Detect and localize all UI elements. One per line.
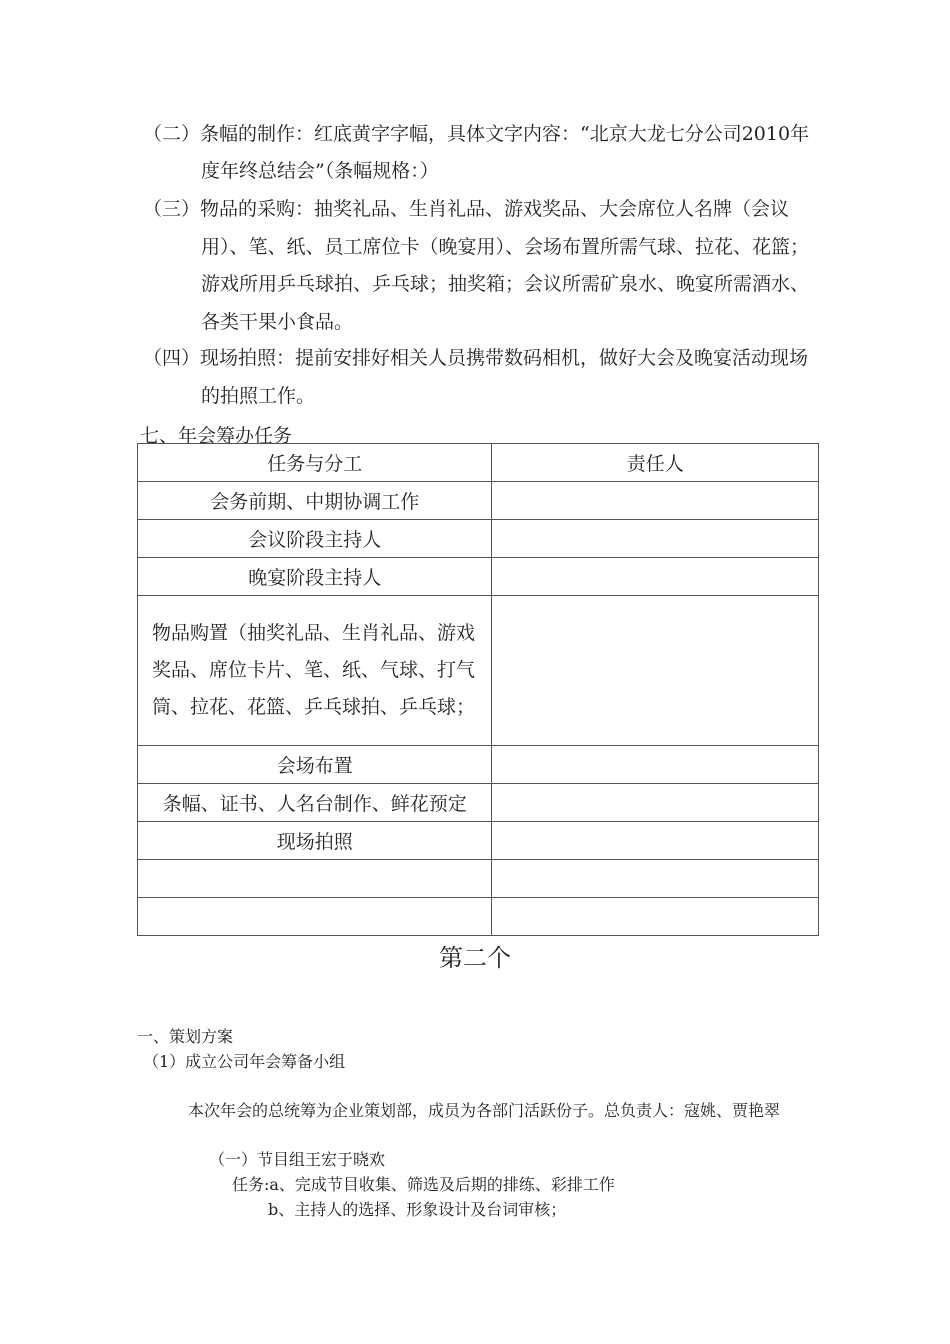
purchase-item-line-1: （三）物品的采购：抽奖礼品、生肖礼品、游戏奖品、大会席位人名牌（会议	[143, 198, 790, 220]
task-cell	[138, 898, 492, 936]
task-cell: 晚宴阶段主持人	[138, 558, 492, 596]
owner-cell	[492, 520, 819, 558]
table-row	[138, 898, 819, 936]
task-cell: 会场布置	[138, 746, 492, 784]
owner-cell	[492, 482, 819, 520]
header-task: 任务与分工	[138, 444, 492, 482]
part-two-title: 第二个	[439, 944, 511, 972]
table-row	[138, 596, 819, 746]
photo-item-line-2: 的拍照工作。	[201, 385, 316, 407]
program-group-title: （一）节目组王宏于晓欢	[209, 1150, 386, 1169]
owner-cell	[492, 596, 819, 746]
owner-cell	[492, 822, 819, 860]
task-cell	[138, 860, 492, 898]
committee-heading: （1）成立公司年会筹备小组	[143, 1052, 346, 1071]
photo-item-line-1: （四）现场拍照：提前安排好相关人员携带数码相机，做好大会及晚宴活动现场	[143, 347, 809, 369]
table-row	[138, 520, 819, 558]
purchase-item-line-3: 游戏所用乒乓球拍、乒乓球；抽奖箱；会议所需矿泉水、晚宴所需酒水、	[201, 273, 810, 295]
plan-heading: 一、策划方案	[137, 1027, 234, 1046]
table-row	[138, 822, 819, 860]
owner-cell	[492, 746, 819, 784]
task-cell: 会议阶段主持人	[138, 520, 492, 558]
owner-cell	[492, 860, 819, 898]
table-row	[138, 558, 819, 596]
task-table	[137, 443, 819, 936]
program-task-a: 任务:a、完成节目收集、筛选及后期的排练、彩排工作	[232, 1175, 615, 1194]
task-cell: 条幅、证书、人名台制作、鲜花预定	[138, 784, 492, 822]
owner-cell	[492, 898, 819, 936]
owner-cell	[492, 784, 819, 822]
banner-item-line-1: （二）条幅的制作：红底黄字字幅，具体文字内容：“北京大龙七分公司2010年	[143, 123, 810, 145]
program-task-b: b、主持人的选择、形象设计及台词审核；	[268, 1200, 567, 1219]
header-owner: 责任人	[492, 444, 819, 482]
task-cell: 物品购置（抽奖礼品、生肖礼品、游戏奖品、席位卡片、笔、纸、气球、打气筒、拉花、花篮、乒乓球拍、乒乓球；	[138, 596, 492, 746]
table-row	[138, 746, 819, 784]
table-row	[138, 784, 819, 822]
purchase-item-line-2: 用）、笔、纸、员工席位卡（晚宴用）、会场布置所需气球、拉花、花篮；	[201, 236, 810, 258]
committee-paragraph: 本次年会的总统筹为企业策划部，成员为各部门活跃份子。总负责人：寇姚、贾艳翠	[188, 1101, 781, 1120]
table-header-row	[138, 444, 819, 482]
table-row	[138, 482, 819, 520]
task-cell: 现场拍照	[138, 822, 492, 860]
section-seven-heading: 七、年会筹办任务	[140, 425, 293, 447]
banner-item-line-2: 度年终总结会”（条幅规格：）	[201, 160, 439, 182]
task-cell: 会务前期、中期协调工作	[138, 482, 492, 520]
purchase-item-line-4: 各类干果小食品。	[201, 311, 354, 333]
table-row	[138, 860, 819, 898]
owner-cell	[492, 558, 819, 596]
